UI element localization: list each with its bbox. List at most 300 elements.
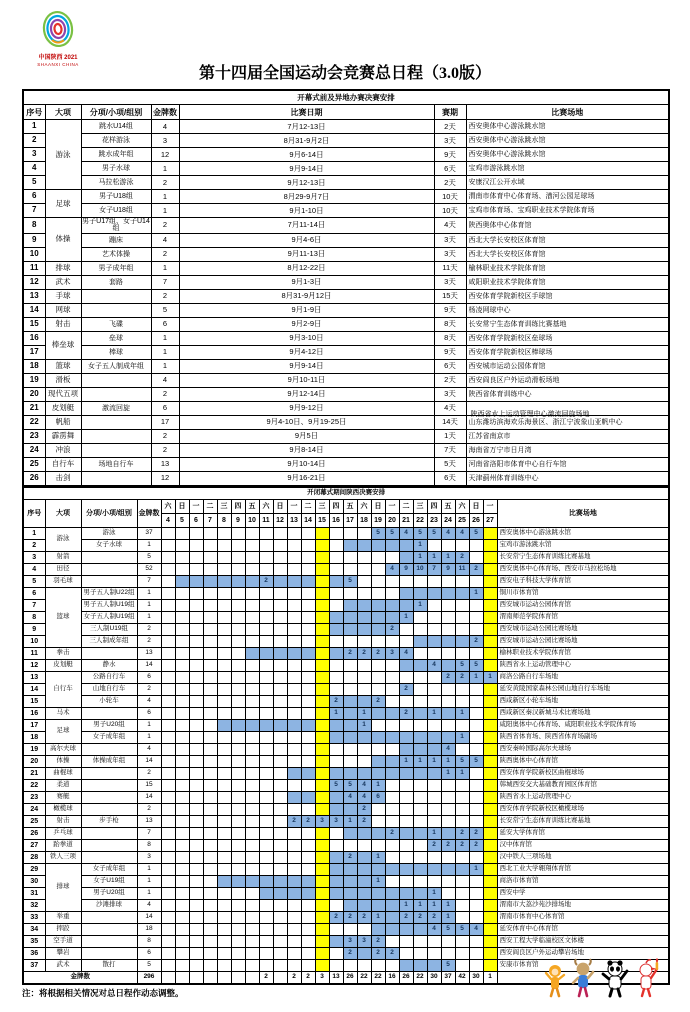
competition-date: 9月1-9日 (179, 303, 434, 317)
daily-total: 26 (399, 971, 413, 984)
table-row (23, 875, 669, 887)
gold-count: 2 (137, 635, 161, 647)
competition-day-cell (329, 851, 343, 863)
day-cell (161, 791, 175, 803)
day-cell (469, 767, 483, 779)
weekday-header: 一 (483, 499, 497, 513)
day-cell (287, 947, 301, 959)
day-cell (287, 563, 301, 575)
sport-name: 羽毛球 (45, 575, 81, 587)
gold-count: 1 (137, 887, 161, 899)
event-name: 沙滩排球 (81, 899, 137, 911)
ceremony-day-cell (483, 947, 497, 959)
row-number: 28 (23, 851, 45, 863)
ceremony-day-cell (483, 611, 497, 623)
daily-total: 42 (455, 971, 469, 984)
day-cell (217, 623, 231, 635)
clipped-venue-text: 陕西省水上运动管理中心激流回旋场地 (470, 411, 590, 419)
day-cell (259, 899, 273, 911)
day-cell (203, 839, 217, 851)
competition-day-cell (329, 767, 343, 779)
day-cell (441, 935, 455, 947)
duration: 10天 (434, 190, 466, 204)
day-cell (231, 659, 245, 671)
ceremony-day-cell (315, 827, 329, 839)
day-cell (287, 731, 301, 743)
gold-count: 8 (137, 839, 161, 851)
day-cell (441, 791, 455, 803)
finals-count-cell: 2 (357, 647, 371, 659)
finals-count-cell: 2 (441, 671, 455, 683)
ceremony-day-cell (483, 683, 497, 695)
table-row (23, 345, 669, 359)
day-cell (259, 947, 273, 959)
ceremony-day-cell (315, 755, 329, 767)
day-cell (161, 527, 175, 539)
ceremony-day-cell (483, 779, 497, 791)
ceremony-day-cell (315, 779, 329, 791)
day-cell (217, 923, 231, 935)
day-cell (273, 863, 287, 875)
day-cell (203, 635, 217, 647)
competition-day-cell (413, 827, 427, 839)
finals-count-cell: 1 (441, 911, 455, 923)
day-cell (259, 659, 273, 671)
row-number: 26 (23, 471, 45, 486)
day-cell (189, 827, 203, 839)
day-cell (385, 695, 399, 707)
day-cell (189, 839, 203, 851)
competition-day-cell (287, 575, 301, 587)
sport-name: 冲浪 (45, 443, 81, 457)
event-name (81, 575, 137, 587)
day-cell (455, 539, 469, 551)
day-cell (427, 791, 441, 803)
ceremony-day-cell (483, 659, 497, 671)
finals-count-cell: 2 (427, 839, 441, 851)
day-cell (399, 695, 413, 707)
date-header: 13 (287, 513, 301, 527)
day-cell (273, 839, 287, 851)
day-cell (385, 851, 399, 863)
table-row (23, 695, 669, 707)
row-number: 29 (23, 863, 45, 875)
day-cell (161, 779, 175, 791)
day-cell (231, 743, 245, 755)
sport-name: 高尔夫球 (45, 743, 81, 755)
weekday-header: 三 (315, 499, 329, 513)
finals-count-cell: 2 (287, 815, 301, 827)
gold-count: 4 (137, 695, 161, 707)
competition-day-cell (343, 803, 357, 815)
competition-day-cell (441, 707, 455, 719)
row-number: 23 (23, 791, 45, 803)
competition-day-cell (329, 575, 343, 587)
table-row (23, 457, 669, 471)
day-cell (259, 683, 273, 695)
sport-name: 柔道 (45, 779, 81, 791)
day-cell (455, 647, 469, 659)
row-number: 24 (23, 803, 45, 815)
day-cell (175, 671, 189, 683)
sport-name: 射击 (45, 317, 81, 331)
day-cell (245, 527, 259, 539)
day-cell (203, 527, 217, 539)
event-name: 女子U18组 (81, 204, 151, 218)
row-number: 6 (23, 587, 45, 599)
day-cell (329, 899, 343, 911)
row-number: 10 (23, 247, 45, 261)
day-cell (175, 791, 189, 803)
daily-total (217, 971, 231, 984)
venue: 商洛市体育馆 (497, 875, 669, 887)
day-cell (217, 635, 231, 647)
gold-count: 14 (137, 911, 161, 923)
day-cell (357, 659, 371, 671)
day-cell (259, 803, 273, 815)
daily-total: 22 (371, 971, 385, 984)
daily-total: 2 (301, 971, 315, 984)
venue: 汉中铁人三项场地 (497, 851, 669, 863)
competition-date: 8月31-9月12日 (179, 289, 434, 303)
event-name: 女子五人制U19组 (81, 611, 137, 623)
date-header: 15 (315, 513, 329, 527)
date-header: 14 (301, 513, 315, 527)
competition-day-cell (399, 863, 413, 875)
gold-count: 6 (151, 401, 179, 415)
day-cell (301, 923, 315, 935)
day-cell (245, 791, 259, 803)
event-name: 男子五人制U22组 (81, 587, 137, 599)
day-cell (259, 635, 273, 647)
weekday-header: 五 (245, 499, 259, 513)
competition-day-cell (399, 923, 413, 935)
date-header: 22 (413, 513, 427, 527)
day-cell (161, 815, 175, 827)
day-cell (217, 743, 231, 755)
finals-count-cell: 1 (343, 815, 357, 827)
event-name (81, 443, 151, 457)
table2-header-row-weekdays (23, 499, 669, 513)
day-cell (231, 671, 245, 683)
competition-date: 9月9-14日 (179, 162, 434, 176)
day-cell (441, 803, 455, 815)
day-cell (371, 575, 385, 587)
competition-day-cell (413, 743, 427, 755)
ceremony-day-cell (315, 863, 329, 875)
day-cell (273, 767, 287, 779)
competition-day-cell (343, 695, 357, 707)
day-cell (189, 791, 203, 803)
table-row (23, 815, 669, 827)
footnote: 注：将根据相关情况对总日程作动态调整。 (22, 987, 184, 998)
day-cell (413, 611, 427, 623)
table-row (23, 839, 669, 851)
weekday-header: 四 (427, 499, 441, 513)
sport-name: 皮划艇 (45, 659, 81, 671)
finals-count-cell: 1 (399, 755, 413, 767)
day-cell (245, 839, 259, 851)
day-cell (413, 803, 427, 815)
finals-count-cell: 2 (357, 815, 371, 827)
finals-count-cell: 4 (385, 563, 399, 575)
day-cell (217, 587, 231, 599)
gold-count: 52 (137, 563, 161, 575)
event-name: 三人制成年组 (81, 635, 137, 647)
day-cell (217, 659, 231, 671)
venue: 西安奥体中心游泳跳水馆 (466, 148, 669, 162)
table-row (23, 731, 669, 743)
day-cell (301, 563, 315, 575)
day-cell (329, 827, 343, 839)
day-cell (273, 611, 287, 623)
row-number: 25 (23, 815, 45, 827)
venue: 汉中体育馆 (497, 839, 669, 851)
competition-day-cell (329, 863, 343, 875)
day-cell (455, 815, 469, 827)
weekday-header: 二 (203, 499, 217, 513)
venue: 西安体育学院新校区橄榄球场 (497, 803, 669, 815)
day-cell (217, 695, 231, 707)
competition-day-cell (427, 863, 441, 875)
day-cell (469, 935, 483, 947)
day-cell (189, 803, 203, 815)
finals-count-cell: 2 (301, 815, 315, 827)
daily-total: 16 (385, 971, 399, 984)
day-cell (469, 623, 483, 635)
competition-day-cell (385, 911, 399, 923)
day-cell (399, 575, 413, 587)
gold-count: 6 (137, 671, 161, 683)
gold-count: 4 (151, 233, 179, 247)
day-cell (301, 599, 315, 611)
table-row (23, 373, 669, 387)
day-cell (245, 563, 259, 575)
table-row (23, 659, 669, 671)
day-cell (287, 959, 301, 971)
day-cell (301, 779, 315, 791)
day-cell (217, 683, 231, 695)
competition-day-cell (413, 587, 427, 599)
day-cell (161, 959, 175, 971)
day-cell (217, 791, 231, 803)
day-cell (399, 623, 413, 635)
competition-day-cell (427, 731, 441, 743)
day-cell (203, 899, 217, 911)
day-cell (455, 791, 469, 803)
table-row (23, 162, 669, 176)
sport-name: 射击 (45, 815, 81, 827)
day-cell (203, 731, 217, 743)
finals-count-cell: 1 (427, 827, 441, 839)
event-name (81, 803, 137, 815)
day-cell (273, 551, 287, 563)
day-cell (413, 839, 427, 851)
ceremony-day-cell (315, 599, 329, 611)
day-cell (371, 719, 385, 731)
day-cell (273, 707, 287, 719)
finals-count-cell: 2 (385, 947, 399, 959)
day-cell (175, 743, 189, 755)
gold-count: 1 (151, 204, 179, 218)
row-number: 16 (23, 331, 45, 345)
day-cell (217, 959, 231, 971)
competition-day-cell (301, 887, 315, 899)
day-cell (245, 827, 259, 839)
gold-count: 2 (137, 803, 161, 815)
competition-day-cell (287, 791, 301, 803)
day-cell (385, 791, 399, 803)
event-name: 场地自行车 (81, 457, 151, 471)
ceremony-day-cell (483, 647, 497, 659)
ceremony-day-cell (315, 659, 329, 671)
finals-count-cell: 2 (357, 803, 371, 815)
day-cell (231, 779, 245, 791)
day-cell (357, 755, 371, 767)
sport-name: 曲棍球 (45, 767, 81, 779)
competition-day-cell (399, 827, 413, 839)
table-row (23, 247, 669, 261)
day-cell (245, 851, 259, 863)
day-cell (273, 803, 287, 815)
row-number: 16 (23, 707, 45, 719)
sport-name: 篮球 (45, 587, 81, 647)
event-name: 静水 (81, 659, 137, 671)
day-cell (231, 539, 245, 551)
day-cell (203, 671, 217, 683)
day-cell (161, 923, 175, 935)
day-cell (175, 587, 189, 599)
day-cell (385, 719, 399, 731)
ceremony-day-cell (315, 791, 329, 803)
day-cell (273, 695, 287, 707)
day-cell (371, 587, 385, 599)
weekday-header: 日 (175, 499, 189, 513)
day-cell (259, 755, 273, 767)
gold-count: 6 (137, 947, 161, 959)
date-header: 5 (175, 513, 189, 527)
event-name (81, 935, 137, 947)
day-cell (189, 863, 203, 875)
day-cell (203, 923, 217, 935)
day-cell (399, 635, 413, 647)
gold-count: 3 (137, 851, 161, 863)
day-cell (231, 731, 245, 743)
gold-count: 7 (151, 275, 179, 289)
venue: 海南省万宁市日月湾 (466, 443, 669, 457)
venue: 西安城市运动公园体育馆 (497, 599, 669, 611)
day-cell (273, 815, 287, 827)
day-cell (189, 659, 203, 671)
event-name (81, 827, 137, 839)
day-cell (427, 947, 441, 959)
day-cell (203, 563, 217, 575)
date-header: 18 (357, 513, 371, 527)
competition-day-cell (371, 923, 385, 935)
weekday-header: 二 (301, 499, 315, 513)
row-number: 20 (23, 387, 45, 401)
venue: 江苏省南京市 (466, 429, 669, 443)
day-cell (427, 935, 441, 947)
competition-day-cell (371, 767, 385, 779)
ceremony-day-cell (315, 959, 329, 971)
competition-day-cell (357, 599, 371, 611)
competition-date: 7月12-13日 (179, 120, 434, 134)
day-cell (357, 923, 371, 935)
duration: 10天 (434, 204, 466, 218)
day-cell (203, 695, 217, 707)
row-number: 36 (23, 947, 45, 959)
event-name: 小轮车 (81, 695, 137, 707)
sport-name: 武术 (45, 275, 81, 289)
duration: 2天 (434, 176, 466, 190)
competition-day-cell (371, 611, 385, 623)
finals-count-cell: 5 (455, 755, 469, 767)
day-cell (161, 767, 175, 779)
day-cell (343, 659, 357, 671)
duration: 8天 (434, 317, 466, 331)
sport-name: 举重 (45, 911, 81, 923)
day-cell (301, 947, 315, 959)
day-cell (161, 539, 175, 551)
gold-count: 4 (151, 373, 179, 387)
sport-name: 自行车 (45, 671, 81, 707)
ceremony-day-cell (483, 563, 497, 575)
gold-count: 2 (137, 683, 161, 695)
gold-count: 2 (137, 623, 161, 635)
finals-count-cell: 2 (343, 851, 357, 863)
finals-count-cell: 10 (413, 563, 427, 575)
row-number: 18 (23, 731, 45, 743)
row-number: 13 (23, 671, 45, 683)
event-name: 公路自行车 (81, 671, 137, 683)
day-cell (175, 527, 189, 539)
day-cell (455, 623, 469, 635)
daily-total: 30 (427, 971, 441, 984)
finals-count-cell: 2 (343, 947, 357, 959)
finals-count-cell: 4 (357, 779, 371, 791)
ceremony-day-cell (483, 923, 497, 935)
day-cell (189, 767, 203, 779)
day-cell (245, 683, 259, 695)
duration: 4天 (434, 218, 466, 234)
competition-day-cell (343, 887, 357, 899)
day-cell (413, 851, 427, 863)
competition-date: 9月16-21日 (179, 471, 434, 486)
competition-day-cell (413, 887, 427, 899)
duration: 14天 (434, 415, 466, 429)
venue: 西咸新区秦汉新城马术比赛场地 (497, 707, 669, 719)
day-cell (343, 635, 357, 647)
ceremony-day-cell (315, 539, 329, 551)
finals-count-cell: 1 (427, 707, 441, 719)
finals-count-cell: 2 (329, 695, 343, 707)
event-name: 游泳 (81, 527, 137, 539)
competition-day-cell (455, 863, 469, 875)
shaanxi-finals-table (22, 486, 670, 985)
day-cell (245, 863, 259, 875)
sport-name: 空手道 (45, 935, 81, 947)
table-row (23, 120, 669, 134)
competition-day-cell (259, 887, 273, 899)
day-cell (189, 599, 203, 611)
day-cell (413, 779, 427, 791)
date-header: 9 (231, 513, 245, 527)
competition-date: 9月4-10日、9月19-25日 (179, 415, 434, 429)
day-cell (441, 575, 455, 587)
table-row (23, 563, 669, 575)
sport-name: 现代五项 (45, 387, 81, 401)
